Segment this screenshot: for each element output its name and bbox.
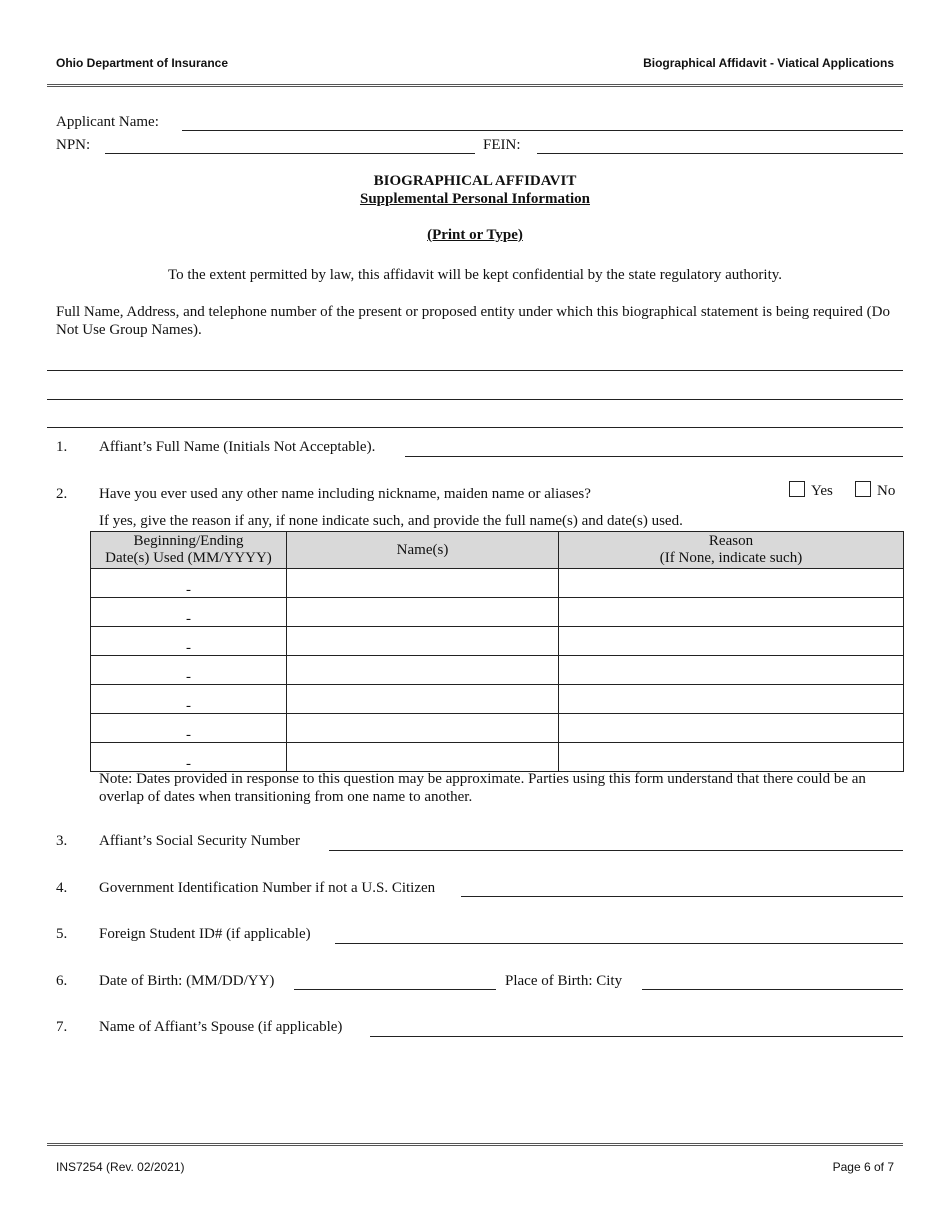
page-subtitle: Supplemental Personal Information — [359, 191, 590, 207]
table-row — [91, 627, 904, 656]
names-table — [90, 531, 904, 772]
date-cell[interactable]: - — [91, 569, 287, 598]
table-row — [91, 569, 904, 598]
date-cell[interactable]: - — [91, 685, 287, 714]
footer-divider — [47, 1143, 903, 1146]
reason-cell[interactable] — [559, 685, 904, 714]
place-of-birth-field[interactable] — [642, 989, 903, 990]
place-of-birth-label: Place of Birth: City — [505, 973, 623, 989]
q2-number: 2. — [56, 486, 68, 502]
q7-label: Name of Affiant’s Spouse (if applicable) — [99, 1019, 343, 1035]
name-cell[interactable] — [287, 656, 559, 685]
col-reason-header — [559, 532, 904, 569]
applicant-name-field[interactable] — [182, 130, 903, 131]
table-row — [91, 685, 904, 714]
name-cell[interactable] — [287, 743, 559, 772]
q2-instruction: If yes, give the reason if any, if none indicate such, and provide the full name(s) and date(s) used. — [99, 513, 683, 529]
no-checkbox[interactable] — [855, 481, 871, 497]
gov-id-field[interactable] — [461, 896, 903, 897]
ssn-field[interactable] — [329, 850, 903, 851]
q6-number: 6. — [56, 973, 68, 989]
npn-label: NPN: — [56, 137, 91, 153]
name-cell[interactable] — [287, 714, 559, 743]
entity-line-2[interactable] — [47, 399, 903, 400]
reason-cell[interactable] — [559, 714, 904, 743]
header-form-title: Biographical Affidavit - Viatical Applications — [643, 56, 894, 70]
date-cell[interactable]: - — [91, 656, 287, 685]
q1-number: 1. — [56, 439, 68, 455]
dob-field[interactable] — [294, 989, 496, 990]
q3-number: 3. — [56, 833, 68, 849]
header-agency: Ohio Department of Insurance — [56, 56, 229, 70]
full-name-field[interactable] — [405, 456, 903, 457]
yes-checkbox[interactable] — [789, 481, 805, 497]
yes-option[interactable] — [789, 481, 833, 500]
table-row — [91, 714, 904, 743]
q6-label: Date of Birth: (MM/DD/YY) — [99, 973, 275, 989]
col-dates-line1: Beginning/Ending — [133, 533, 244, 549]
table-row — [91, 656, 904, 685]
reason-cell[interactable] — [559, 598, 904, 627]
entity-line-3[interactable] — [47, 427, 903, 428]
header-divider — [47, 84, 903, 87]
q2-note: Note: Dates provided in response to this question may be approximate. Parties using this form understand that there could be an overlap of dates when transitioning from one name to another. — [99, 771, 866, 805]
date-cell[interactable]: - — [91, 714, 287, 743]
col-dates-line2: Date(s) Used (MM/YYYY) — [105, 550, 272, 566]
name-cell[interactable] — [287, 627, 559, 656]
applicant-name-label: Applicant Name: — [56, 114, 159, 130]
student-id-field[interactable] — [335, 943, 903, 944]
reason-cell[interactable] — [559, 743, 904, 772]
q3-label: Affiant’s Social Security Number — [99, 833, 300, 849]
q5-number: 5. — [56, 926, 68, 942]
q2-label: Have you ever used any other name including nickname, maiden name or aliases? — [99, 486, 591, 502]
entity-instruction: Full Name, Address, and telephone number of the present or proposed entity under which this biographical statement is being required (Do Not Use Group Names). — [56, 304, 890, 338]
no-option[interactable] — [855, 481, 895, 500]
q1-label: Affiant’s Full Name (Initials Not Acceptable). — [99, 439, 376, 455]
name-cell[interactable] — [287, 685, 559, 714]
date-cell[interactable]: - — [91, 743, 287, 772]
q4-label: Government Identification Number if not a U.S. Citizen — [99, 880, 436, 896]
no-label: No — [877, 483, 896, 499]
col-reason-line1: Reason — [708, 533, 754, 549]
q4-number: 4. — [56, 880, 68, 896]
reason-cell[interactable] — [559, 627, 904, 656]
table-row — [91, 743, 904, 772]
name-cell[interactable] — [287, 569, 559, 598]
entity-line-1[interactable] — [47, 370, 903, 371]
yes-label: Yes — [811, 483, 833, 499]
npn-field[interactable] — [105, 153, 475, 154]
q7-number: 7. — [56, 1019, 68, 1035]
reason-cell[interactable] — [559, 569, 904, 598]
reason-cell[interactable] — [559, 656, 904, 685]
print-or-type: (Print or Type) — [427, 227, 523, 243]
q5-label: Foreign Student ID# (if applicable) — [99, 926, 311, 942]
fein-label: FEIN: — [483, 137, 521, 153]
names-table-header — [91, 532, 904, 569]
spouse-name-field[interactable] — [370, 1036, 903, 1037]
confidential-notice: To the extent permitted by law, this affidavit will be kept confidential by the state regulatory authority. — [167, 267, 783, 283]
page-title: BIOGRAPHICAL AFFIDAVIT — [373, 173, 577, 189]
col-reason-line2: (If None, indicate such) — [659, 550, 803, 566]
date-cell[interactable]: - — [91, 598, 287, 627]
form-id: INS7254 (Rev. 02/2021) — [56, 1160, 185, 1174]
table-row — [91, 598, 904, 627]
fein-field[interactable] — [537, 153, 903, 154]
date-cell[interactable]: - — [91, 627, 287, 656]
name-cell[interactable] — [287, 598, 559, 627]
col-dates-header — [91, 532, 287, 569]
page-number: Page 6 of 7 — [832, 1160, 894, 1174]
col-names-header: Name(s) — [287, 532, 559, 569]
